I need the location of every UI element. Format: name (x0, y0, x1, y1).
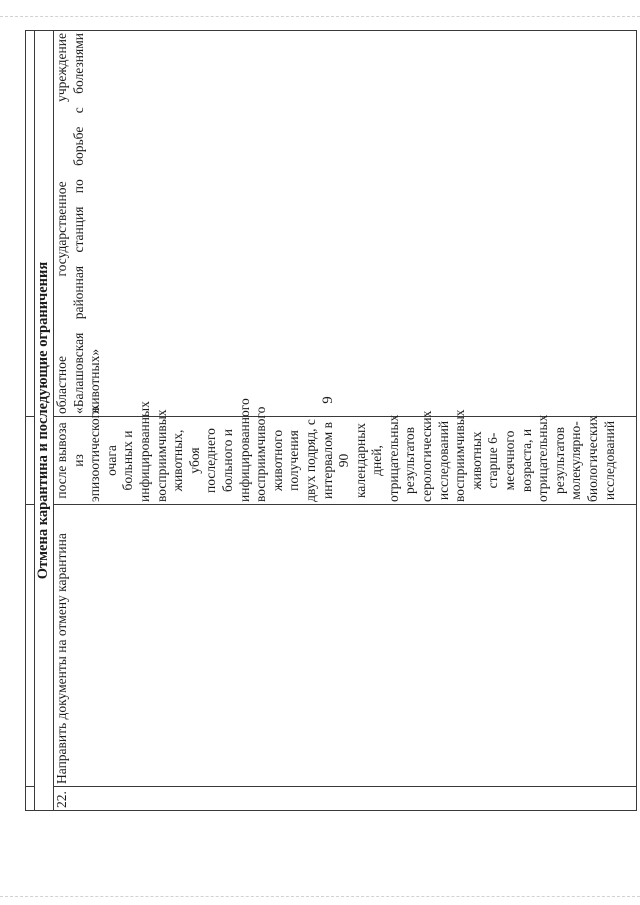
rotated-sheet (25, 31, 637, 811)
executor-word-2: государственное (54, 181, 69, 277)
executor-first-line (54, 33, 71, 414)
row-action: Направить документы на отмену карантина (54, 505, 637, 787)
row-executor (54, 31, 637, 417)
scan-edge-top (0, 16, 640, 17)
page-number: 9 (320, 396, 336, 404)
executor-rest: «Балашовская районная станция по борьбе с болезнями животных» (70, 33, 102, 414)
quarantine-table (25, 30, 637, 811)
table-top-row (26, 31, 35, 811)
executor-word-3: учреждение (54, 33, 69, 102)
executor-word-1: областное (54, 355, 69, 414)
section-title: Отмена карантина и последующие ограничения (35, 31, 54, 811)
row-condition: после вывоза из эпизоотического очага больных и инфицированных восприимчивых животных, убоя последнего больного и инфицированного восприимчивого животного получения двух подряд, с интервалом в 90 календарных дней, отрицательных результатов серологических исследований восприимчивых животных старше 6-месячного возраста, и отрицательных результатов молекулярно-биологических исследований (54, 417, 637, 505)
scan-edge-bottom (0, 896, 640, 897)
row-number: 22. (54, 787, 637, 811)
table-row (54, 31, 637, 811)
section-header-row (35, 31, 54, 811)
